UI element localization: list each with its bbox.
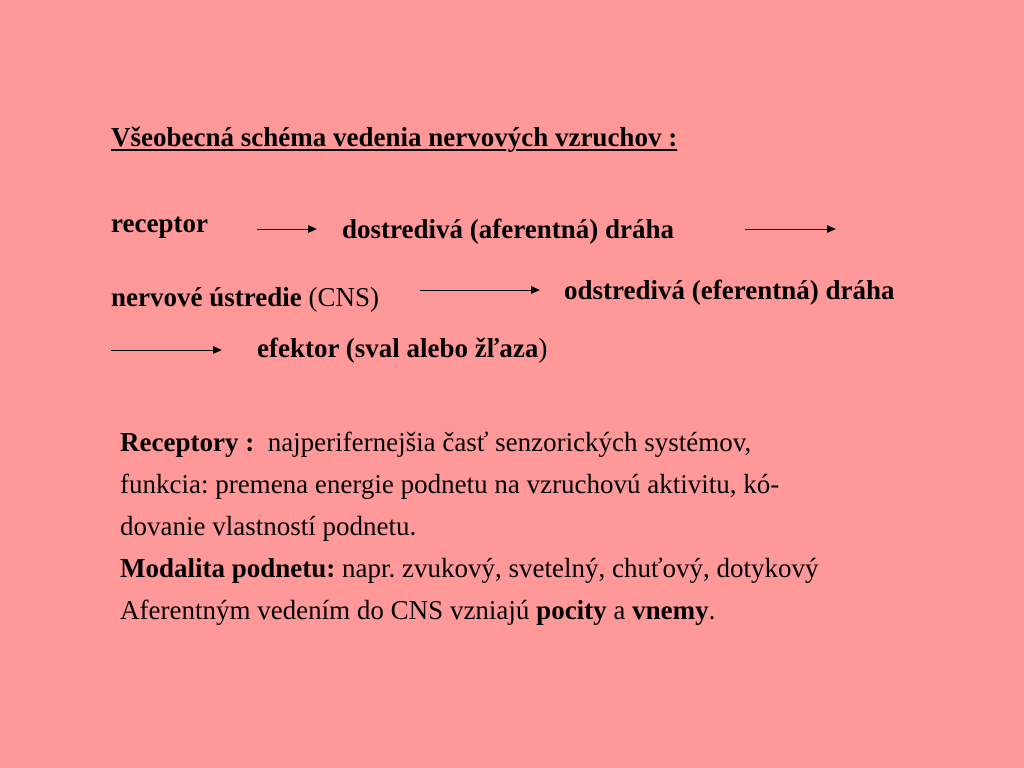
cns-label (111, 282, 379, 313)
effector-label-bold: efektor (sval alebo žľaza (257, 333, 539, 363)
aferent-middle: a (606, 595, 633, 625)
efferent-pathway-label: odstredivá (eferentná) dráha (564, 275, 895, 305)
arrow-receptor-to-afferent (257, 229, 315, 230)
cns-label-bold: nervové ústredie (111, 282, 302, 312)
aferent-text: Aferentným vedením do CNS vzniajú (120, 595, 537, 625)
afferent-pathway-label: dostredivá (aferentná) dráha (342, 214, 674, 244)
modalita-line (120, 547, 1020, 589)
arrow-afferent-to-cns (745, 229, 834, 230)
pocity-term: pocity (536, 595, 607, 625)
receptory-label: Receptory : (120, 427, 255, 457)
receptory-line-1 (120, 421, 1020, 463)
modalita-text: napr. zvukový, svetelný, chuťový, dotykový (335, 553, 819, 583)
aferent-end: . (708, 595, 716, 625)
arrow-efferent-to-effector (111, 350, 220, 351)
slide-title: Všeobecná schéma vedenia nervových vzruchov : (111, 122, 678, 152)
receptory-line-3: dovanie vlastností podnetu. (120, 511, 417, 541)
receptory-line-2: funkcia: premena energie podnetu na vzruchovú aktivitu, kó- (120, 469, 780, 499)
effector-close-paren: ) (538, 333, 548, 363)
cns-abbr: (CNS) (308, 282, 379, 312)
vnemy-term: vnemy (632, 595, 709, 625)
description-block (120, 421, 1020, 631)
arrow-cns-to-efferent (420, 290, 538, 291)
modalita-label: Modalita podnetu: (120, 553, 336, 583)
effector-label (257, 333, 547, 364)
aferent-line (120, 589, 1020, 631)
receptor-label: receptor (111, 208, 208, 238)
receptory-text-1: najperifernejšia časť senzorických systémov, (254, 427, 752, 457)
